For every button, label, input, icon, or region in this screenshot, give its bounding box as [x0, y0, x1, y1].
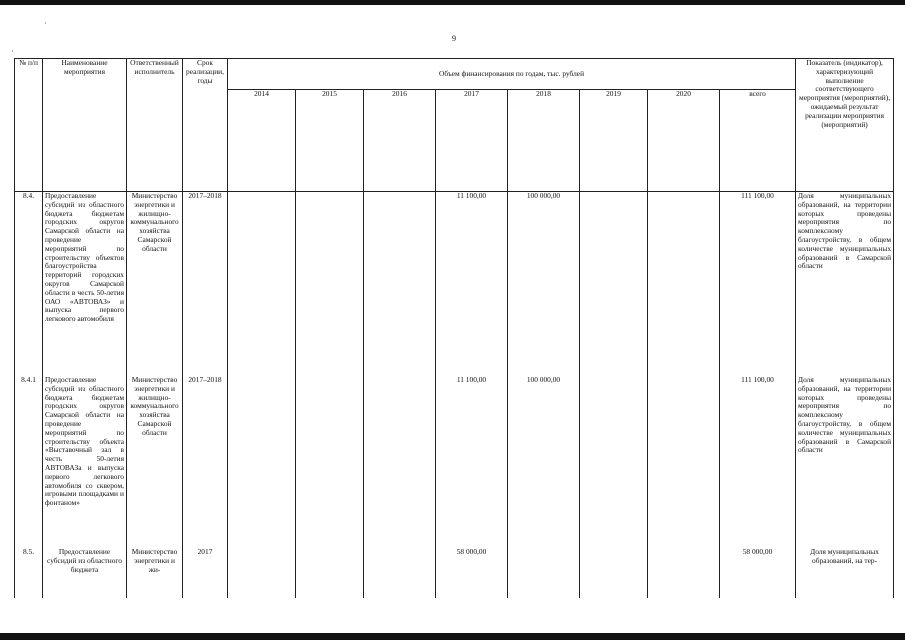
header-year-2019: 2019	[580, 90, 648, 192]
page-number: 9	[452, 34, 456, 43]
header-funding: Объем финансирования по годам, тыс. рублей	[228, 59, 796, 90]
row-2019	[580, 548, 648, 598]
row-2015	[296, 192, 364, 377]
funding-table	[14, 58, 894, 598]
row-term: 2017–2018	[183, 192, 228, 377]
row-total: 111 100,00	[720, 192, 796, 377]
row-executor: Министерство энергетики и жилищно-коммунального хозяйства Самарской области	[127, 376, 183, 548]
row-indicator: Доля муниципальных образований, на территории которых проведены мероприятия по комплексному благоустройству, в общем количестве муниципальных образований в Самарской области	[796, 376, 894, 548]
table-row	[15, 548, 894, 598]
row-num: 8.4.1	[15, 376, 43, 548]
header-year-2017: 2017	[436, 90, 508, 192]
row-name: Предоставление субсидий из областного бюджета бюджетам городских округов Самарской области на проведение мероприятий по строительству объектов благоустройства территорий городских округов Самарской области в честь 50-летия ОАО «АВТОВАЗ» и выпуска первого легкового автомобиля	[43, 192, 127, 377]
row-2018: 100 000,00	[508, 192, 580, 377]
row-total: 58 000,00	[720, 548, 796, 598]
row-total: 111 100,00	[720, 376, 796, 548]
top-scan-border	[0, 0, 905, 5]
row-name: Предоставление субсидий из областного бюджета бюджетам городских округов Самарской области на проведение мероприятий по строительству объекта «Выставочный зал в честь 50-летия АВТОВАЗа и выпуска первого легкового автомобиля со сквером, игровыми площадками и фонтаном»	[43, 376, 127, 548]
header-indicator: Показатель (индикатор), характеризующий выполнение соответствующего мероприятия (мероприятий), ожидаемый результат реализации мероприятия (мероприятий)	[796, 59, 894, 192]
row-indicator: Доля муниципальных образований, на тер-	[796, 548, 894, 598]
header-year-2020: 2020	[648, 90, 720, 192]
header-term: Срок реализации, годы	[183, 59, 228, 192]
row-2016	[364, 548, 436, 598]
table-row	[15, 376, 894, 548]
row-2016	[364, 192, 436, 377]
row-2015	[296, 548, 364, 598]
row-2015	[296, 376, 364, 548]
row-2020	[648, 192, 720, 377]
table-row	[15, 192, 894, 377]
header-year-2015: 2015	[296, 90, 364, 192]
bottom-scan-border	[0, 633, 905, 640]
row-2014	[228, 548, 296, 598]
row-2019	[580, 192, 648, 377]
row-num: 8.5.	[15, 548, 43, 598]
row-2016	[364, 376, 436, 548]
row-executor: Министерство энергетики и жилищно-коммунального хозяйства Самарской области	[127, 192, 183, 377]
row-2018	[508, 548, 580, 598]
header-name: Наименование мероприятия	[43, 59, 127, 192]
row-num: 8.4.	[15, 192, 43, 377]
header-total: всего	[720, 90, 796, 192]
row-indicator: Доля муниципальных образований, на территории которых проведены мероприятия по комплексному благоустройству, в общем количестве муниципальных образований в Самарской области	[796, 192, 894, 377]
scan-speck: ·	[11, 47, 14, 56]
row-2018: 100 000,00	[508, 376, 580, 548]
row-term: 2017–2018	[183, 376, 228, 548]
header-year-2018: 2018	[508, 90, 580, 192]
row-2019	[580, 376, 648, 548]
scan-speck: ·	[44, 19, 47, 28]
header-executor: Ответственный исполнитель	[127, 59, 183, 192]
header-num: № п/п	[15, 59, 43, 192]
row-term: 2017	[183, 548, 228, 598]
row-2017: 11 100,00	[436, 376, 508, 548]
row-executor: Министерство энергетики и жи-	[127, 548, 183, 598]
header-year-2014: 2014	[228, 90, 296, 192]
row-2020	[648, 376, 720, 548]
row-2017: 58 000,00	[436, 548, 508, 598]
row-2017: 11 100,00	[436, 192, 508, 377]
row-2020	[648, 548, 720, 598]
header-year-2016: 2016	[364, 90, 436, 192]
row-name: Предоставление субсидий из областного бюджета	[43, 548, 127, 598]
row-2014	[228, 192, 296, 377]
row-2014	[228, 376, 296, 548]
